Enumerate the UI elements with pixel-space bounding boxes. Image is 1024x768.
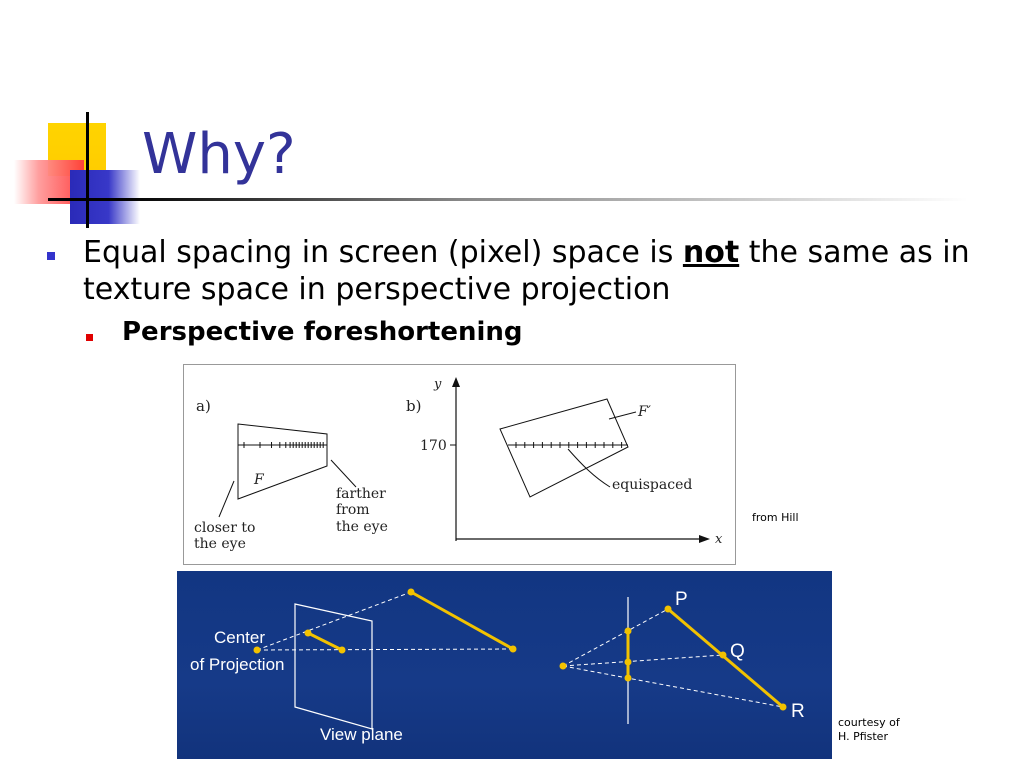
farther-label-line1: farther (336, 486, 386, 502)
ray-to-p (563, 609, 668, 666)
projected-segment (308, 633, 342, 650)
equispaced-leader-line (568, 449, 610, 487)
projected-point-bottom (339, 647, 346, 654)
view-plane-shape (295, 604, 372, 729)
bullet-main-emphasis: not (682, 235, 740, 270)
center-label-line2: of Projection (190, 655, 285, 674)
projected-r-marker (625, 675, 632, 682)
point-p-marker (665, 606, 672, 613)
projected-point-top (305, 630, 312, 637)
credit-pfister-line2: H. Pfister (838, 730, 888, 743)
point-p-label: P (675, 589, 688, 610)
farther-label-line2: from (336, 502, 370, 518)
decor-vertical-rule (86, 112, 89, 228)
credit-pfister (838, 716, 938, 744)
panel-b-label: b) (406, 397, 422, 415)
point-r-label: R (791, 701, 805, 722)
point-r-marker (780, 704, 787, 711)
bullet-marker-blue (47, 252, 55, 260)
closer-label-line2: the eye (194, 536, 246, 552)
ray-to-r (563, 666, 783, 707)
center-label-line1: Center (214, 628, 266, 647)
x-axis-label: x (715, 532, 723, 547)
farther-label-line3: the eye (336, 519, 388, 535)
credit-pfister-line1: courtesy of (838, 716, 900, 729)
view-plane-label: View plane (320, 725, 403, 744)
projected-p-marker (625, 628, 632, 635)
bullet-main (83, 234, 983, 308)
closer-label-line1: closer to (194, 520, 256, 536)
figure-perspective-projection (177, 571, 832, 759)
object-segment (411, 592, 513, 649)
panel-b-quadrilateral (500, 399, 628, 497)
bullet-main-text-2: the same as in texture space in perspective projection (83, 235, 970, 307)
figure-hill-foreshortening (183, 364, 736, 565)
slide-title: Why? (142, 122, 296, 187)
y-axis-label: y (434, 377, 442, 392)
panel-b-shape-label: F′ (638, 404, 651, 420)
object-point-top (408, 589, 415, 596)
title-underline-rule (48, 198, 968, 201)
y-axis-arrow (452, 377, 460, 387)
decor-blue-square (70, 170, 140, 224)
ray-to-q (563, 655, 723, 666)
closer-leader-line (219, 481, 234, 517)
object-point-right (510, 646, 517, 653)
bullet-marker-red (86, 334, 93, 341)
x-axis-arrow (699, 535, 710, 543)
ray-upper (257, 592, 411, 650)
bullet-sub: Perspective foreshortening (122, 317, 523, 347)
point-q-marker (720, 652, 727, 659)
panel-a-label: a) (196, 397, 211, 415)
bullet-main-text-1: Equal spacing in screen (pixel) space is (83, 235, 683, 270)
equispaced-label: equispaced (612, 477, 693, 493)
panel-a-shape-label: F (254, 472, 264, 488)
panel-a-trapezoid (238, 424, 327, 499)
eye-point (560, 663, 567, 670)
center-of-projection-point (254, 647, 261, 654)
credit-hill: from Hill (752, 511, 799, 524)
point-q-label: Q (730, 641, 745, 662)
farther-leader-line (331, 460, 356, 487)
projected-q-marker (625, 659, 632, 666)
tick-170-label: 170 (420, 438, 447, 454)
